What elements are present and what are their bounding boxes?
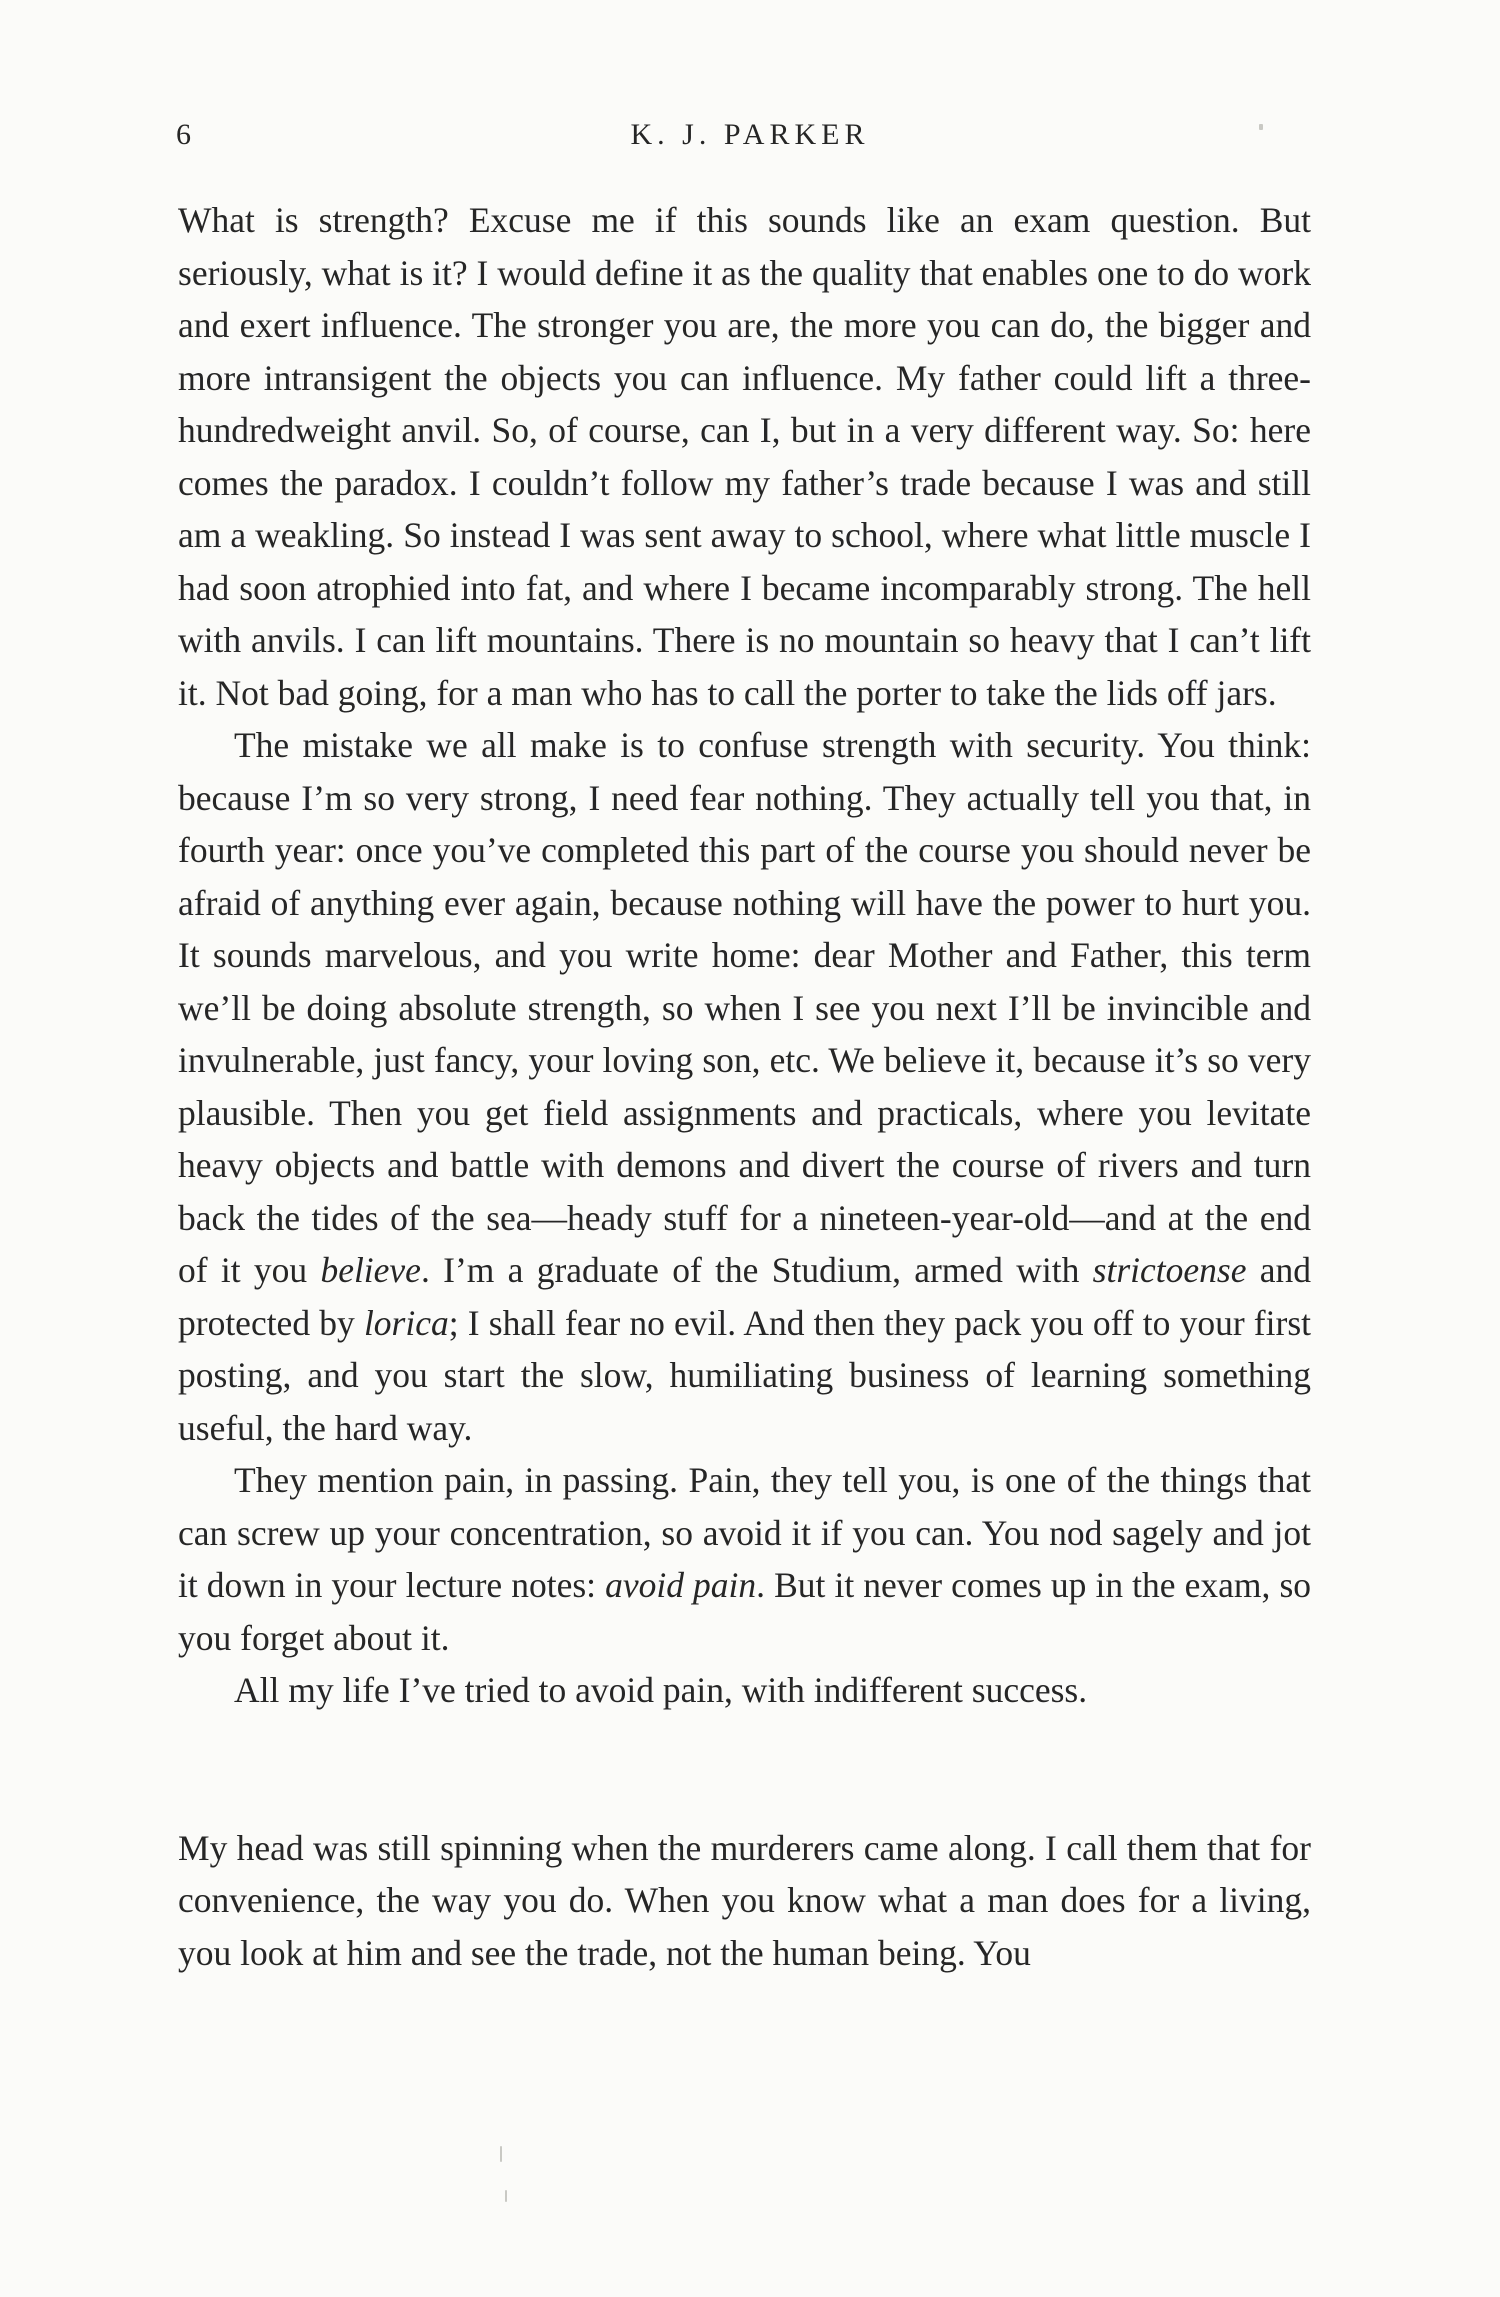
text-run: ; I shall fear no evil. And then they pack you off to your first posting, and you start the slow, humiliating business of learning something useful, the hard way.: [178, 1302, 1311, 1448]
section-break: [178, 1717, 1311, 1822]
paragraph-security: [178, 719, 1311, 1454]
italic-believe: believe: [320, 1250, 421, 1290]
text-run: . I’m a graduate of the Studium, armed with: [420, 1250, 1080, 1290]
page-number: 6: [176, 118, 191, 151]
scan-speck: [500, 2146, 502, 2162]
scan-speck: [505, 2190, 507, 2202]
scan-speck: [1259, 124, 1263, 130]
paragraph-avoid: All my life I’ve tried to avoid pain, with indifferent success.: [234, 1670, 1088, 1710]
italic-avoid-pain: avoid pain: [605, 1565, 757, 1605]
italic-strictoense: strictoense: [1092, 1250, 1247, 1290]
running-head: [0, 118, 1500, 158]
text-run: . But it never comes up in the exam, so you forget about it.: [178, 1565, 1312, 1658]
italic-lorica: lorica: [363, 1302, 449, 1343]
paragraph-pain: [178, 1454, 1311, 1664]
text-run: and protected by: [178, 1250, 1312, 1343]
paragraph-murderers: My head was still spinning when the murderers came along. I call them that for convenience, the way you do. When you know what a man does for a living, you look at him and see the trade, not the human being. You: [178, 1827, 1311, 1973]
paragraph-strength: What is strength? Excuse me if this sounds like an exam question. But seriously, what is it? I would define it as the quality that enables one to do work and exert influence. The stronger you are, the more you can do, the bigger and more intransigent the objects you can influence. My father could lift a three-hundredweight anvil. So, of course, can I, but in a very different way. So: here comes the paradox. I couldn’t follow my father’s trade because I was and still am a weakling. So instead I was sent away to school, where what little muscle I had soon atrophied into fat, and where I became incomparably strong. The hell with anvils. I can lift mountains. There is no mountain so heavy that I can’t lift it. Not bad going, for a man who has to call the porter to take the lids off jars.: [178, 200, 1311, 713]
text-run: They mention pain, in passing. Pain, they tell you, is one of the things that can screw up your concentration, so avoid it if you can. You nod sagely and jot it down in your lecture notes:: [178, 1460, 1311, 1605]
text-run: The mistake we all make is to confuse strength with security. You think: because I’m so very strong, I need fear nothing. They actually tell you that, in fourth year: once you’ve completed this part of the course you should never be afraid of anything ever again, because nothing will have the power to hurt you. It sounds marvelous, and you write home: dear Mother and Father, this term we’ll be doing absolute strength, so when I see you next I’ll be invincible and invulnerable, just fancy, your loving son, etc. We believe it, because it’s so very plausible. Then you get field assignments and practicals, where you levitate heavy objects and battle with demons and divert the course of rivers and turn back the tides of the sea—heady stuff for a nineteen-year-old—and at the end of it you: [178, 725, 1311, 1290]
body-text: [178, 194, 1311, 1979]
author-name: K. J. PARKER: [630, 118, 870, 151]
